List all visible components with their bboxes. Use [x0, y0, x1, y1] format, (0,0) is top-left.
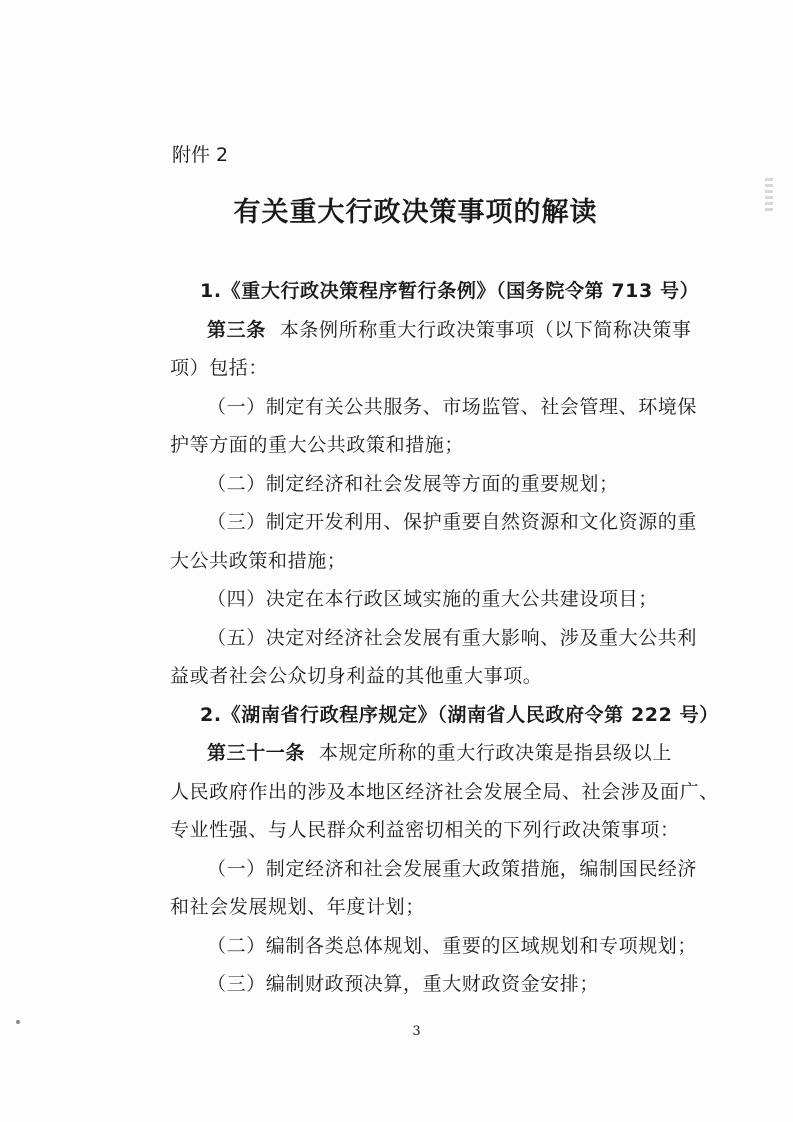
- law-1-item-3: （三）制定开发利用、保护重要自然资源和文化资源的重: [207, 511, 698, 533]
- law-1-heading: 1.《重大行政决策程序暂行条例》（国务院令第 713 号）: [200, 280, 700, 302]
- law-1-item-5: （五）决定对经济社会发展有重大影响、涉及重大公共利: [207, 626, 698, 649]
- law-2-article: [170, 734, 730, 773]
- law-1-item-5-cont: 益或者社会公众切身利益的其他重大事项。: [170, 665, 543, 687]
- article-intro-continued: 人民政府作出的涉及本地区经济社会发展全局、社会涉及面广、: [170, 780, 719, 803]
- article-label: 第三条: [207, 318, 266, 341]
- article-label: 第三十一条: [207, 742, 306, 764]
- law-1-item-4: （四）决定在本行政区域实施的重大公共建设项目；: [207, 588, 658, 610]
- law-1-item-1: （一）制定有关公共服务、市场监管、社会管理、环境保: [207, 395, 698, 418]
- law-2-item-1: （一）制定经济和社会发展重大政策措施，编制国民经济: [207, 857, 698, 880]
- page-number: 3: [412, 1024, 421, 1039]
- article-intro: 本条例所称重大行政决策事项（以下简称决策事: [279, 318, 692, 341]
- document-body: [170, 272, 730, 1004]
- article-intro: 本规定所称的重大行政决策是指县级以上: [319, 742, 672, 764]
- article-intro-continued: 专业性强、与人民群众利益密切相关的下列行政决策事项：: [170, 819, 680, 841]
- law-1-item-1-cont: 护等方面的重大公共政策和措施；: [170, 434, 465, 456]
- attachment-label: 附件 2: [172, 144, 229, 166]
- law-1-item-3-cont: 大公共政策和措施；: [170, 549, 347, 572]
- page-title: 有关重大行政决策事项的解读: [233, 197, 598, 228]
- law-2-item-2: （二）编制各类总体规划、重要的区域规划和专项规划；: [207, 934, 698, 957]
- law-1-article: [170, 311, 730, 350]
- law-2-item-3: （三）编制财政预决算，重大财政资金安排；: [207, 973, 600, 995]
- law-1-item-2: （二）制定经济和社会发展等方面的重要规划；: [207, 472, 619, 495]
- law-2-item-1-cont: 和社会发展规划、年度计划；: [170, 896, 425, 918]
- law-2-heading: 2.《湖南省行政程序规定》（湖南省人民政府令第 222 号）: [200, 703, 719, 726]
- article-intro-continued: 项）包括：: [170, 357, 269, 379]
